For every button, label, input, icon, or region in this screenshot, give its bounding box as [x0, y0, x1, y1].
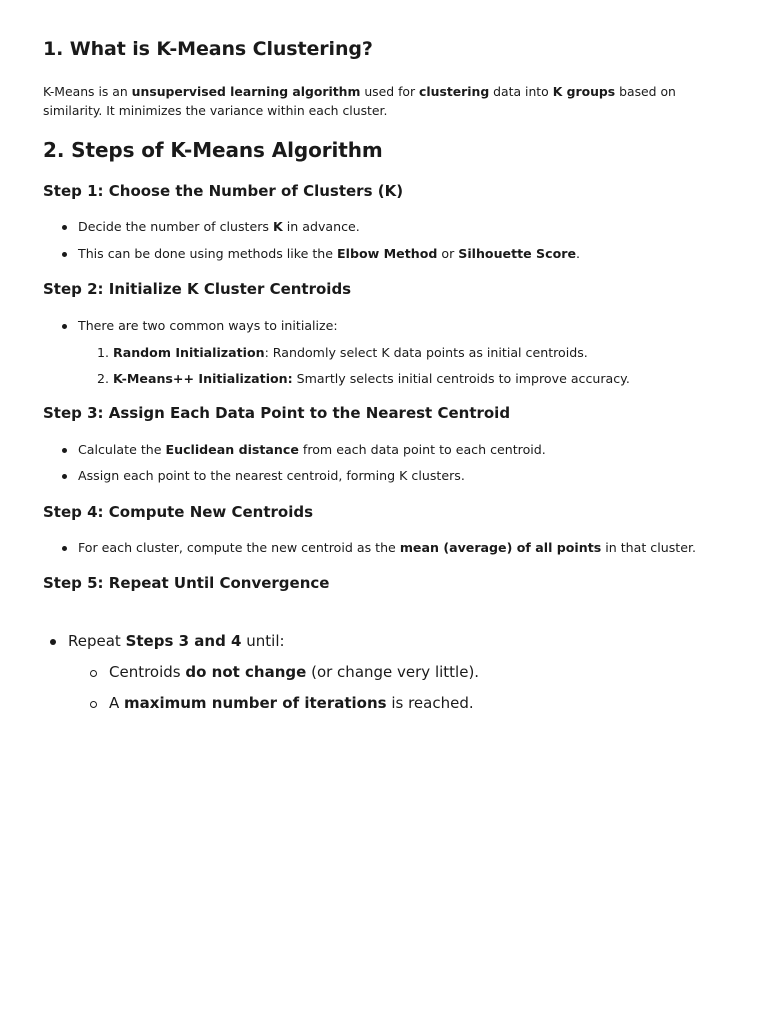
- item-bold: maximum number of iterations: [124, 694, 387, 712]
- item-bold: K: [272, 219, 283, 234]
- intro-text: used for: [360, 84, 420, 99]
- list-item: [78, 219, 360, 234]
- ordered-list-item: [97, 345, 588, 360]
- list-item: There are two common ways to initialize:: [78, 318, 338, 333]
- item-text: in that cluster.: [601, 540, 696, 555]
- list-item: [78, 442, 546, 457]
- item-bold: do not change: [185, 663, 307, 681]
- item-bold: Elbow Method: [337, 246, 438, 261]
- intro-bold: clustering: [419, 84, 490, 99]
- list-item: Assign each point to the nearest centroid, forming K clusters.: [78, 468, 465, 483]
- item-text: (or change very little).: [306, 663, 480, 681]
- item-text: or: [437, 246, 459, 261]
- item-text: Centroids: [109, 663, 186, 681]
- intro-text: based on similarity. It minimizes the variance within each cluster.: [43, 84, 676, 118]
- list-item: [78, 540, 696, 555]
- section-1-heading: 1. What is K-Means Clustering?: [43, 38, 373, 60]
- intro-bold: unsupervised learning algorithm: [131, 84, 361, 99]
- ordered-list-item: [97, 371, 630, 386]
- sub-list-item: [109, 663, 479, 681]
- step-2-heading: Step 2: Initialize K Cluster Centroids: [43, 280, 352, 298]
- sub-list-item: [109, 694, 474, 712]
- item-text: Calculate the: [78, 442, 166, 457]
- item-text: Smartly selects initial centroids to improve accuracy.: [292, 371, 630, 386]
- item-number: 2.: [97, 371, 110, 386]
- step-4-heading: Step 4: Compute New Centroids: [43, 503, 314, 521]
- step-5-heading: Step 5: Repeat Until Convergence: [43, 574, 330, 592]
- item-text: Repeat: [68, 632, 126, 650]
- item-bold: Steps 3 and 4: [125, 632, 242, 650]
- step-3-heading: Step 3: Assign Each Data Point to the Nearest Centroid: [43, 404, 511, 422]
- intro-bold: K groups: [552, 84, 616, 99]
- item-text: in advance.: [282, 219, 360, 234]
- item-bold: Euclidean distance: [165, 442, 299, 457]
- item-text: This can be done using methods like the: [78, 246, 338, 261]
- item-text: : Randomly select K data points as initial centroids.: [264, 345, 588, 360]
- item-text: until:: [241, 632, 285, 650]
- intro-text: K-Means is an: [43, 84, 132, 99]
- list-item: [68, 632, 285, 650]
- step-1-heading: Step 1: Choose the Number of Clusters (K): [43, 182, 404, 200]
- item-bold: mean (average) of all points: [399, 540, 602, 555]
- item-text: from each data point to each centroid.: [298, 442, 546, 457]
- item-text: .: [576, 246, 581, 261]
- item-text: A: [109, 694, 125, 712]
- item-text: Decide the number of clusters: [78, 219, 273, 234]
- item-text: is reached.: [386, 694, 474, 712]
- item-bold: Random Initialization: [113, 345, 265, 360]
- item-text: For each cluster, compute the new centroid as the: [78, 540, 400, 555]
- intro-text: data into: [489, 84, 553, 99]
- section-1-intro: [43, 82, 733, 120]
- list-item: [78, 246, 580, 261]
- section-2-heading: 2. Steps of K-Means Algorithm: [43, 138, 383, 162]
- item-number: 1.: [97, 345, 110, 360]
- item-bold: Silhouette Score: [458, 246, 576, 261]
- item-bold: K-Means++ Initialization:: [113, 371, 293, 386]
